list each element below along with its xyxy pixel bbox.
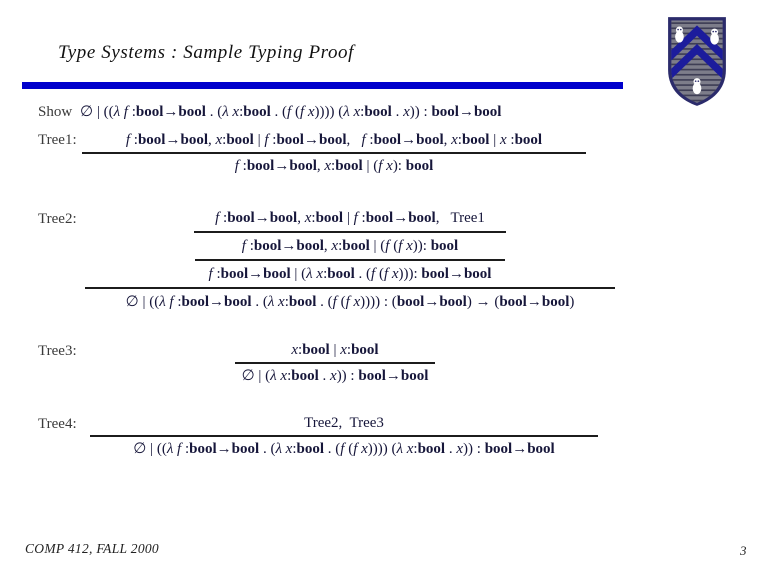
show-label: Show: [38, 104, 73, 120]
tree3-inference-rule-line: [235, 362, 435, 364]
tree4-proof: [90, 413, 598, 459]
tree4-conclusion: ∅ | ((λ f :bool→bool . (λ x:bool . (f (f x)))) (λ x:bool . x)) : bool→bool: [133, 441, 555, 457]
tree2-rule1-line: [194, 231, 506, 233]
tree1-label: Tree1:: [38, 132, 77, 148]
tree3-conclusion: ∅ | (λ x:bool . x)) : bool→bool: [241, 368, 429, 384]
footer-course-label: COMP 412, FALL 2000: [25, 541, 159, 556]
tree4-premise: Tree2, Tree3: [304, 415, 384, 431]
tree1-proof: [82, 130, 586, 176]
tree2-line4: ∅ | ((λ f :bool→bool . (λ x:bool . (f (f x)))) : (bool→bool) → (bool→bool): [125, 294, 575, 310]
tree2-label: Tree2:: [38, 211, 77, 227]
tree2-line2: f :bool→bool, x:bool | (f (f x)): bool: [241, 238, 459, 254]
page-number: 3: [740, 543, 747, 558]
tree1-inference-rule-line: [82, 152, 586, 154]
tree3-label: Tree3:: [38, 343, 77, 359]
tree2-line3: f :bool→bool | (λ x:bool . (f (f x))): bool→bool: [208, 266, 492, 282]
tree2-rule2-line: [195, 259, 505, 261]
tree3-premise: x:bool | x:bool: [291, 342, 379, 358]
slide-title: Type Systems : Sample Typing Proof: [58, 42, 355, 63]
tree1-premise: f :bool→bool, x:bool | f :bool→bool, f :bool→bool, x:bool | x :bool: [125, 132, 543, 148]
tree2-proof: [78, 208, 622, 312]
tree1-conclusion: f :bool→bool, x:bool | (f x): bool: [234, 158, 434, 174]
tree3-proof: [160, 340, 510, 386]
rice-university-shield-icon: [663, 13, 731, 113]
tree4-label: Tree4:: [38, 416, 77, 432]
tree2-rule3-line: [85, 287, 615, 289]
tree2-line1: f :bool→bool, x:bool | f :bool→bool, Tree1: [215, 210, 485, 226]
tree4-inference-rule-line: [90, 435, 598, 437]
show-expression: ∅ | ((λ f :bool→bool . (λ x:bool . (f (f x)))) (λ x:bool . x)) : bool→bool: [80, 104, 502, 120]
title-underline-bar: [22, 82, 623, 89]
